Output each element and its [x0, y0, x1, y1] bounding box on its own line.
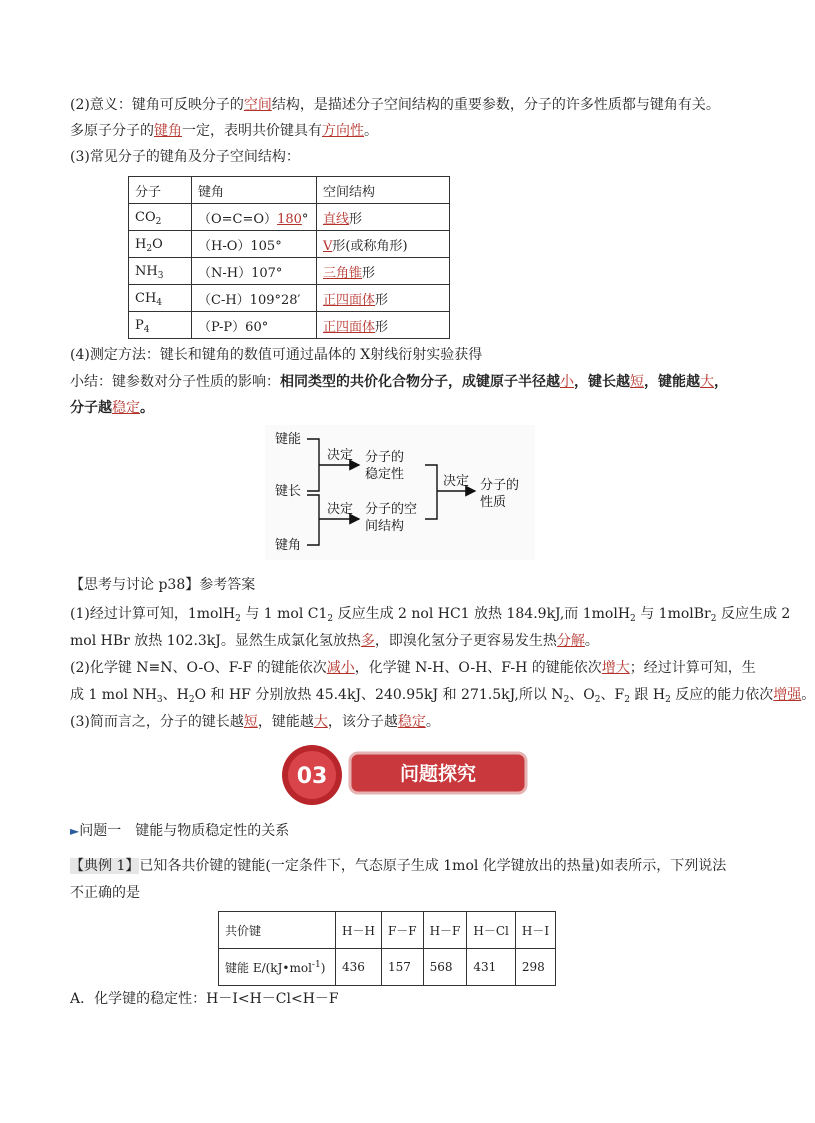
- think-p1-line-2: mol HBr 放热 102.3kJ。显然生成氯化氢放热多，即溴化氢分子更容易发生热分解。: [70, 633, 599, 649]
- section-banner: [280, 745, 530, 805]
- blank-answer: 增强: [773, 687, 802, 703]
- blank-answer: 增大: [601, 660, 630, 676]
- think-p2-line-2: 成 1 mol $NH_3$、$H_2O$ 和 HF 分别放热 45.4kJ、240.95kJ 和 271.5kJ,所以 $N_2$、$O_2$、$F_2$ 跟 $H_2$ 反应的能力依次增强。: [70, 687, 815, 705]
- label-properties: 性质: [480, 495, 507, 510]
- example-line-1: 【典例 1】已知各共价键的键能(一定条件下，气态原子生成 1mol 化学键放出的热量)如表所示，下列说法: [70, 858, 727, 874]
- triangle-icon: ►: [70, 824, 80, 838]
- label-properties: 分子的: [480, 478, 520, 493]
- label-stability: 分子的: [365, 450, 405, 465]
- example-tag: 【典例 1】: [70, 858, 140, 874]
- label-decide: 决定: [327, 502, 354, 517]
- blank-answer: 稳定: [397, 714, 426, 730]
- label-bond-length: 键长: [275, 484, 302, 499]
- blank-answer: 空间: [243, 97, 272, 113]
- table-row: $CO_2$ （O=C=O）180° 直线形: [129, 204, 450, 231]
- example-line-2: 不正确的是: [70, 885, 140, 901]
- table-row: $NH_3$ （N-H）107° 三角锥形: [129, 258, 450, 285]
- blank-answer: 分解: [556, 633, 585, 649]
- blank-answer: 短: [630, 374, 644, 390]
- blank-answer: 多: [360, 633, 375, 649]
- label-spatial-structure: 间结构: [365, 519, 405, 534]
- summary-line-1: 小结：键参数对分子性质的影响：相同类型的共价化合物分子，成键原子半径越小，键长越短，键能越大，: [70, 374, 728, 390]
- think-p3: (3)简而言之，分子的键长越短，键能越大，该分子越稳定。: [70, 714, 440, 730]
- table-row: 键能 E/(kJ•mol$^{-1}$) 436 157 568 431 298: [219, 949, 556, 986]
- method-line: (4)测定方法：键长和键角的数值可通过晶体的 X射线衍射实验获得: [70, 347, 483, 363]
- table-row: $CH_4$ （C-H）109°28′ 正四面体形: [129, 285, 450, 312]
- think-p2-line-1: (2)化学键 N≡N、O-O、F-F 的键能依次减小，化学键 N-H、O-H、F-H 的键能依次增大；经过计算可知，生: [70, 660, 756, 676]
- meaning-line-1: (2)意义：键角可反映分子的空间结构，是描述分子空间结构的重要参数，分子的许多性质都与键角有关。: [70, 97, 720, 113]
- question-heading: ►问题一 键能与物质稳定性的关系: [70, 823, 290, 839]
- section-title: 问题探究: [399, 763, 477, 785]
- blank-answer: 短: [243, 714, 258, 730]
- blank-answer: 键角: [154, 123, 182, 139]
- section-number: 03: [296, 764, 328, 789]
- think-p1-line-1: (1)经过计算可知，1molH$_2$ 与 1 mol $C1_2$ 反应生成 2 nol HC1 放热 184.9kJ,而 1molH$_2$ 与 1molBr$_2$ 反应生成 2: [70, 606, 791, 624]
- blank-answer: 减小: [326, 660, 355, 676]
- bond-energy-table: [218, 911, 556, 986]
- label-decide: 决定: [327, 448, 354, 463]
- bond-parameter-diagram: [265, 425, 535, 560]
- meaning-line-2: 多原子分子的键角一定，表明共价键具有方向性。: [70, 123, 378, 139]
- blank-answer: 大: [700, 374, 714, 390]
- header-cell: 键角: [192, 177, 317, 204]
- blank-answer: 大: [313, 714, 328, 730]
- label-bond-energy: 键能: [275, 432, 302, 447]
- bond-angle-table: [128, 176, 450, 339]
- blank-answer: 稳定: [112, 400, 140, 416]
- table-row: $P_4$ （P-P）60° 正四面体形: [129, 312, 450, 339]
- option-a[interactable]: A．化学键的稳定性：H－I<H－Cl<H－F: [70, 991, 339, 1007]
- header-cell: 分子: [129, 177, 192, 204]
- table-row: 共价键 H－H F－F H－F H－Cl H－I: [219, 912, 556, 949]
- common-title: (3)常见分子的键角及分子空间结构：: [70, 149, 300, 165]
- header-cell: 共价键: [219, 912, 336, 949]
- blank-answer: 方向性: [322, 123, 364, 139]
- label-decide: 决定: [443, 474, 470, 489]
- label-bond-angle: 键角: [275, 538, 302, 553]
- label-spatial-structure: 分子的空: [365, 502, 418, 517]
- table-row: $H_2O$ （H-O）105° V形(或称角形): [129, 231, 450, 258]
- label-stability: 稳定性: [365, 467, 405, 482]
- header-cell: 空间结构: [317, 177, 450, 204]
- blank-answer: 小: [560, 374, 574, 390]
- table-header-row: [129, 177, 450, 204]
- summary-line-2: 分子越稳定。: [70, 400, 154, 416]
- think-title: 【思考与讨论 p38】参考答案: [70, 577, 256, 593]
